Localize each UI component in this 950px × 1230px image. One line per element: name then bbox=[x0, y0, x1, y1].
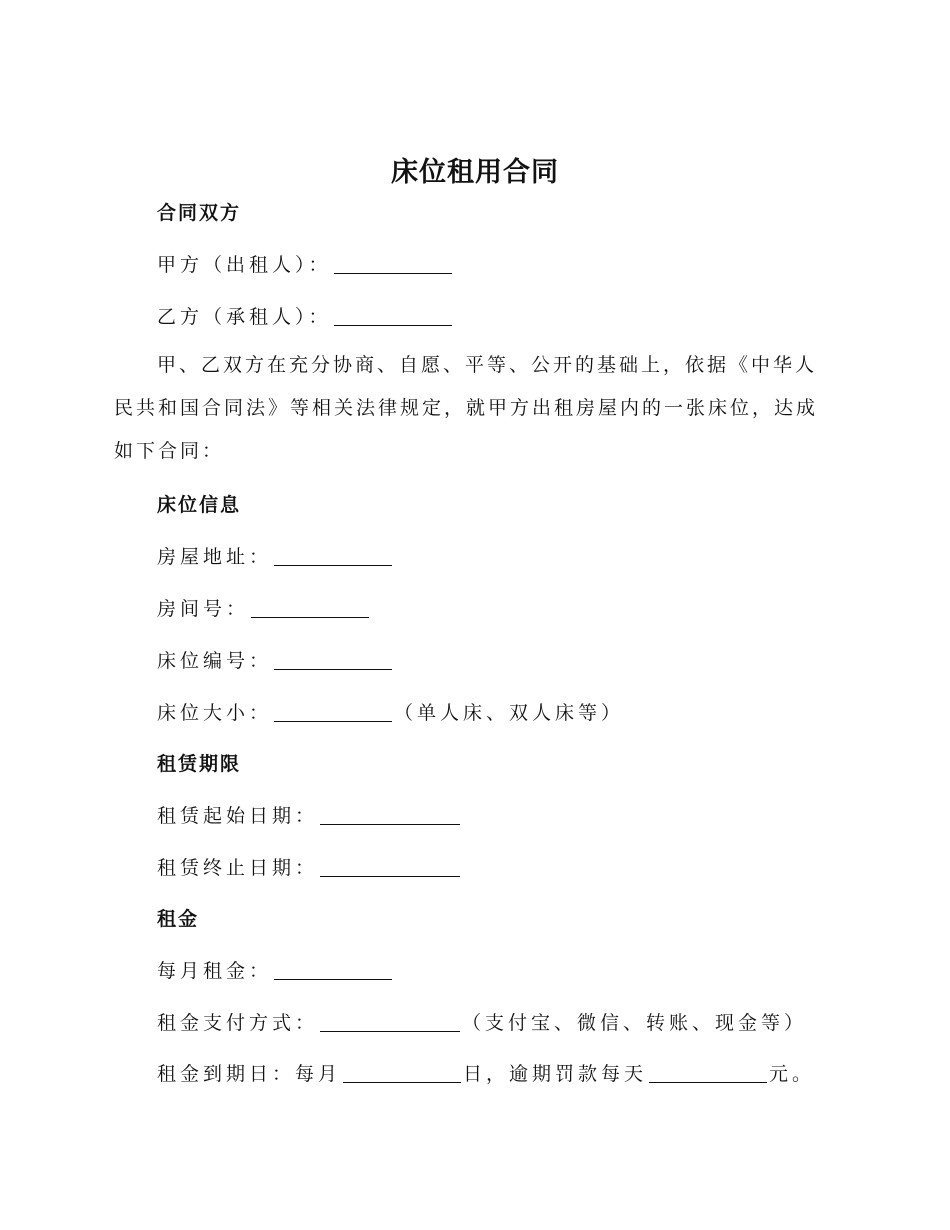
bed-size-note: （单人床、双人床等） bbox=[394, 702, 625, 724]
intro-paragraph: 甲、乙双方在充分协商、自愿、平等、公开的基础上，依据《中华人民共和国合同法》等相关法律规定，就甲方出租房屋内的一张床位，达成如下合同： bbox=[114, 354, 819, 462]
lease-end-label: 租赁终止日期： bbox=[157, 857, 319, 879]
due-date-mid: 日，逾期罚款每天 bbox=[463, 1063, 648, 1085]
party-b-label: 乙方（承租人）： bbox=[157, 306, 332, 328]
section-heading-lease-term: 租赁期限 bbox=[157, 753, 242, 775]
address-line bbox=[157, 542, 394, 569]
due-date-prefix: 租金到期日：每月 bbox=[157, 1063, 342, 1085]
payment-method-note: （支付宝、微信、转账、现金等） bbox=[462, 1012, 808, 1034]
party-a-line bbox=[157, 250, 454, 277]
bed-size-line bbox=[157, 698, 624, 725]
section-heading-bed-info: 床位信息 bbox=[157, 494, 242, 516]
party-a-label: 甲方（出租人）： bbox=[157, 254, 332, 276]
room-line bbox=[157, 594, 371, 621]
room-label: 房间号： bbox=[157, 598, 250, 620]
address-blank[interactable] bbox=[274, 546, 392, 566]
payment-method-blank[interactable] bbox=[320, 1012, 460, 1032]
bed-number-line bbox=[157, 646, 394, 673]
lease-start-blank[interactable] bbox=[320, 805, 460, 825]
lease-end-line bbox=[157, 853, 462, 880]
monthly-rent-label: 每月租金： bbox=[157, 960, 273, 982]
due-date-line bbox=[157, 1059, 815, 1086]
late-fee-blank[interactable] bbox=[649, 1063, 767, 1083]
due-day-blank[interactable] bbox=[343, 1063, 461, 1083]
room-blank[interactable] bbox=[251, 598, 369, 618]
section-heading-rent: 租金 bbox=[157, 908, 200, 930]
document-title: 床位租用合同 bbox=[391, 157, 559, 188]
party-b-line bbox=[157, 302, 454, 329]
bed-size-blank[interactable] bbox=[274, 702, 392, 722]
section-heading-parties: 合同双方 bbox=[157, 202, 242, 224]
bed-number-blank[interactable] bbox=[274, 650, 392, 670]
party-b-blank[interactable] bbox=[334, 306, 452, 326]
monthly-rent-blank[interactable] bbox=[274, 960, 392, 980]
due-date-suffix: 元。 bbox=[769, 1063, 816, 1085]
payment-method-line bbox=[157, 1008, 807, 1035]
address-label: 房屋地址： bbox=[157, 546, 273, 568]
lease-start-line bbox=[157, 801, 462, 828]
party-a-blank[interactable] bbox=[334, 254, 452, 274]
lease-start-label: 租赁起始日期： bbox=[157, 805, 319, 827]
payment-method-label: 租金支付方式： bbox=[157, 1012, 319, 1034]
bed-number-label: 床位编号： bbox=[157, 650, 273, 672]
lease-end-blank[interactable] bbox=[320, 857, 460, 877]
monthly-rent-line bbox=[157, 956, 394, 983]
bed-size-label: 床位大小： bbox=[157, 702, 273, 724]
